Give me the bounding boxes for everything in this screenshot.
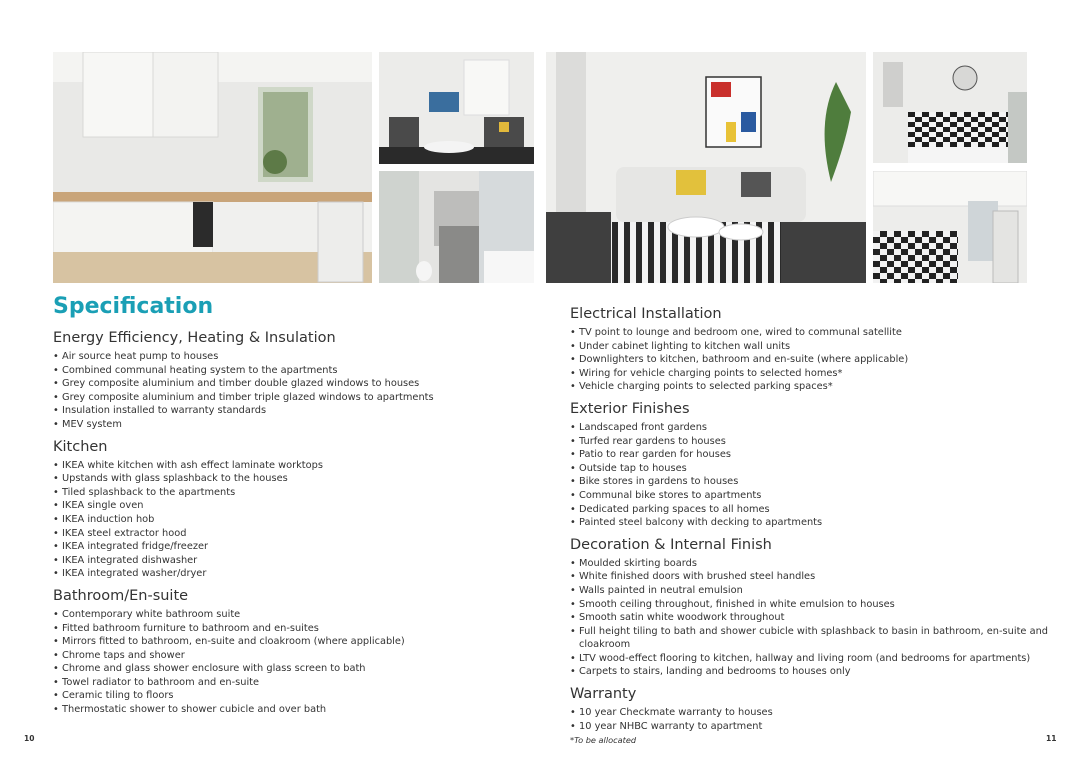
spec-item: • Under cabinet lighting to kitchen wall units — [570, 340, 1050, 354]
spec-item: • Grey composite aluminium and timber triple glazed windows to apartments — [53, 391, 523, 405]
spec-item: • Grey composite aluminium and timber double glazed windows to houses — [53, 377, 523, 391]
spec-item: • Chrome taps and shower — [53, 649, 523, 663]
spec-item: • IKEA induction hob — [53, 513, 523, 527]
spec-item: • 10 year Checkmate warranty to houses — [570, 706, 1050, 720]
spec-item: • Landscaped front gardens — [570, 421, 1050, 435]
spec-item: • Mirrors fitted to bathroom, en-suite and cloakroom (where applicable) — [53, 635, 523, 649]
spec-item: • Insulation installed to warranty standards — [53, 404, 523, 418]
spec-item: • 10 year NHBC warranty to apartment — [570, 720, 1050, 734]
spec-item: • Carpets to stairs, landing and bedrooms to houses only — [570, 665, 1050, 679]
spec-item: • Patio to rear garden for houses — [570, 448, 1050, 462]
spec-list — [53, 350, 523, 432]
spec-item: • Thermostatic shower to shower cubicle and over bath — [53, 703, 523, 717]
spec-item: • Ceramic tiling to floors — [53, 689, 523, 703]
page-number-left: 10 — [24, 734, 35, 743]
left-sections — [53, 329, 523, 717]
spec-item: • Wiring for vehicle charging points to selected homes* — [570, 367, 1050, 381]
bedroom-photo-bottom — [873, 171, 1027, 283]
spec-item: • Tiled splashback to the apartments — [53, 486, 523, 500]
bedroom-photo-top — [873, 52, 1027, 163]
spec-item: • Contemporary white bathroom suite — [53, 608, 523, 622]
spec-item: • Communal bike stores to apartments — [570, 489, 1050, 503]
spec-item: • IKEA integrated washer/dryer — [53, 567, 523, 581]
spec-item: • Dedicated parking spaces to all homes — [570, 503, 1050, 517]
left-column — [53, 293, 523, 717]
spec-item: • Walls painted in neutral emulsion — [570, 584, 1050, 598]
spec-item: • Downlighters to kitchen, bathroom and en-suite (where applicable) — [570, 353, 1050, 367]
section-heading: Kitchen — [53, 438, 108, 455]
section-heading: Decoration & Internal Finish — [570, 536, 772, 553]
spec-item: • Painted steel balcony with decking to apartments — [570, 516, 1050, 530]
spec-item: • Smooth ceiling throughout, finished in white emulsion to houses — [570, 598, 1050, 612]
page-title: Specification — [53, 294, 214, 319]
spec-item: • Moulded skirting boards — [570, 557, 1050, 571]
spec-item: • MEV system — [53, 418, 523, 432]
right-sections — [570, 305, 1050, 733]
spec-item: • Outside tap to houses — [570, 462, 1050, 476]
spec-item: • Fitted bathroom furniture to bathroom and en-suites — [53, 622, 523, 636]
spec-item: • LTV wood-effect flooring to kitchen, hallway and living room (and bedrooms for apartments) — [570, 652, 1050, 666]
bathroom-photo — [379, 171, 534, 283]
spec-item: • Air source heat pump to houses — [53, 350, 523, 364]
section-heading: Electrical Installation — [570, 306, 722, 322]
section-heading: Exterior Finishes — [570, 400, 690, 417]
spec-item: • Upstands with glass splashback to the houses — [53, 472, 523, 486]
spec-item: • White finished doors with brushed steel handles — [570, 570, 1050, 584]
spec-item: • Turfed rear gardens to houses — [570, 435, 1050, 449]
spec-item: • TV point to lounge and bedroom one, wired to communal satellite — [570, 326, 1050, 340]
spec-item: • Bike stores in gardens to houses — [570, 475, 1050, 489]
spec-item: • Smooth satin white woodwork throughout — [570, 611, 1050, 625]
spec-item: • Combined communal heating system to the apartments — [53, 364, 523, 378]
spec-item: • Chrome and glass shower enclosure with glass screen to bath — [53, 662, 523, 676]
spec-list — [570, 421, 1050, 530]
living-room-small-photo — [379, 52, 534, 164]
spec-item: • Vehicle charging points to selected parking spaces* — [570, 380, 1050, 394]
page-number-right: 11 — [1046, 734, 1057, 743]
spec-list — [570, 557, 1050, 679]
spec-item: • IKEA integrated dishwasher — [53, 554, 523, 568]
spec-item: • IKEA steel extractor hood — [53, 527, 523, 541]
spec-item: • IKEA single oven — [53, 499, 523, 513]
spec-item: • IKEA integrated fridge/freezer — [53, 540, 523, 554]
section-heading: Warranty — [570, 686, 637, 703]
spec-item: • Towel radiator to bathroom and en-suite — [53, 676, 523, 690]
right-column — [570, 299, 1050, 745]
spec-item: • Full height tiling to bath and shower cubicle with splashback to basin in bathroom, en-suite and cloakroom — [570, 625, 1050, 652]
footnote: *To be allocated — [570, 735, 637, 746]
section-heading: Energy Efficiency, Heating & Insulation — [53, 330, 336, 346]
spec-item: • IKEA white kitchen with ash effect laminate worktops — [53, 459, 523, 473]
section-heading: Bathroom/En-suite — [53, 587, 189, 604]
spec-list — [570, 706, 1050, 733]
kitchen-photo — [53, 52, 372, 283]
spec-list — [53, 608, 523, 717]
spec-list — [570, 326, 1050, 394]
spec-list — [53, 459, 523, 581]
lounge-photo — [546, 52, 866, 283]
